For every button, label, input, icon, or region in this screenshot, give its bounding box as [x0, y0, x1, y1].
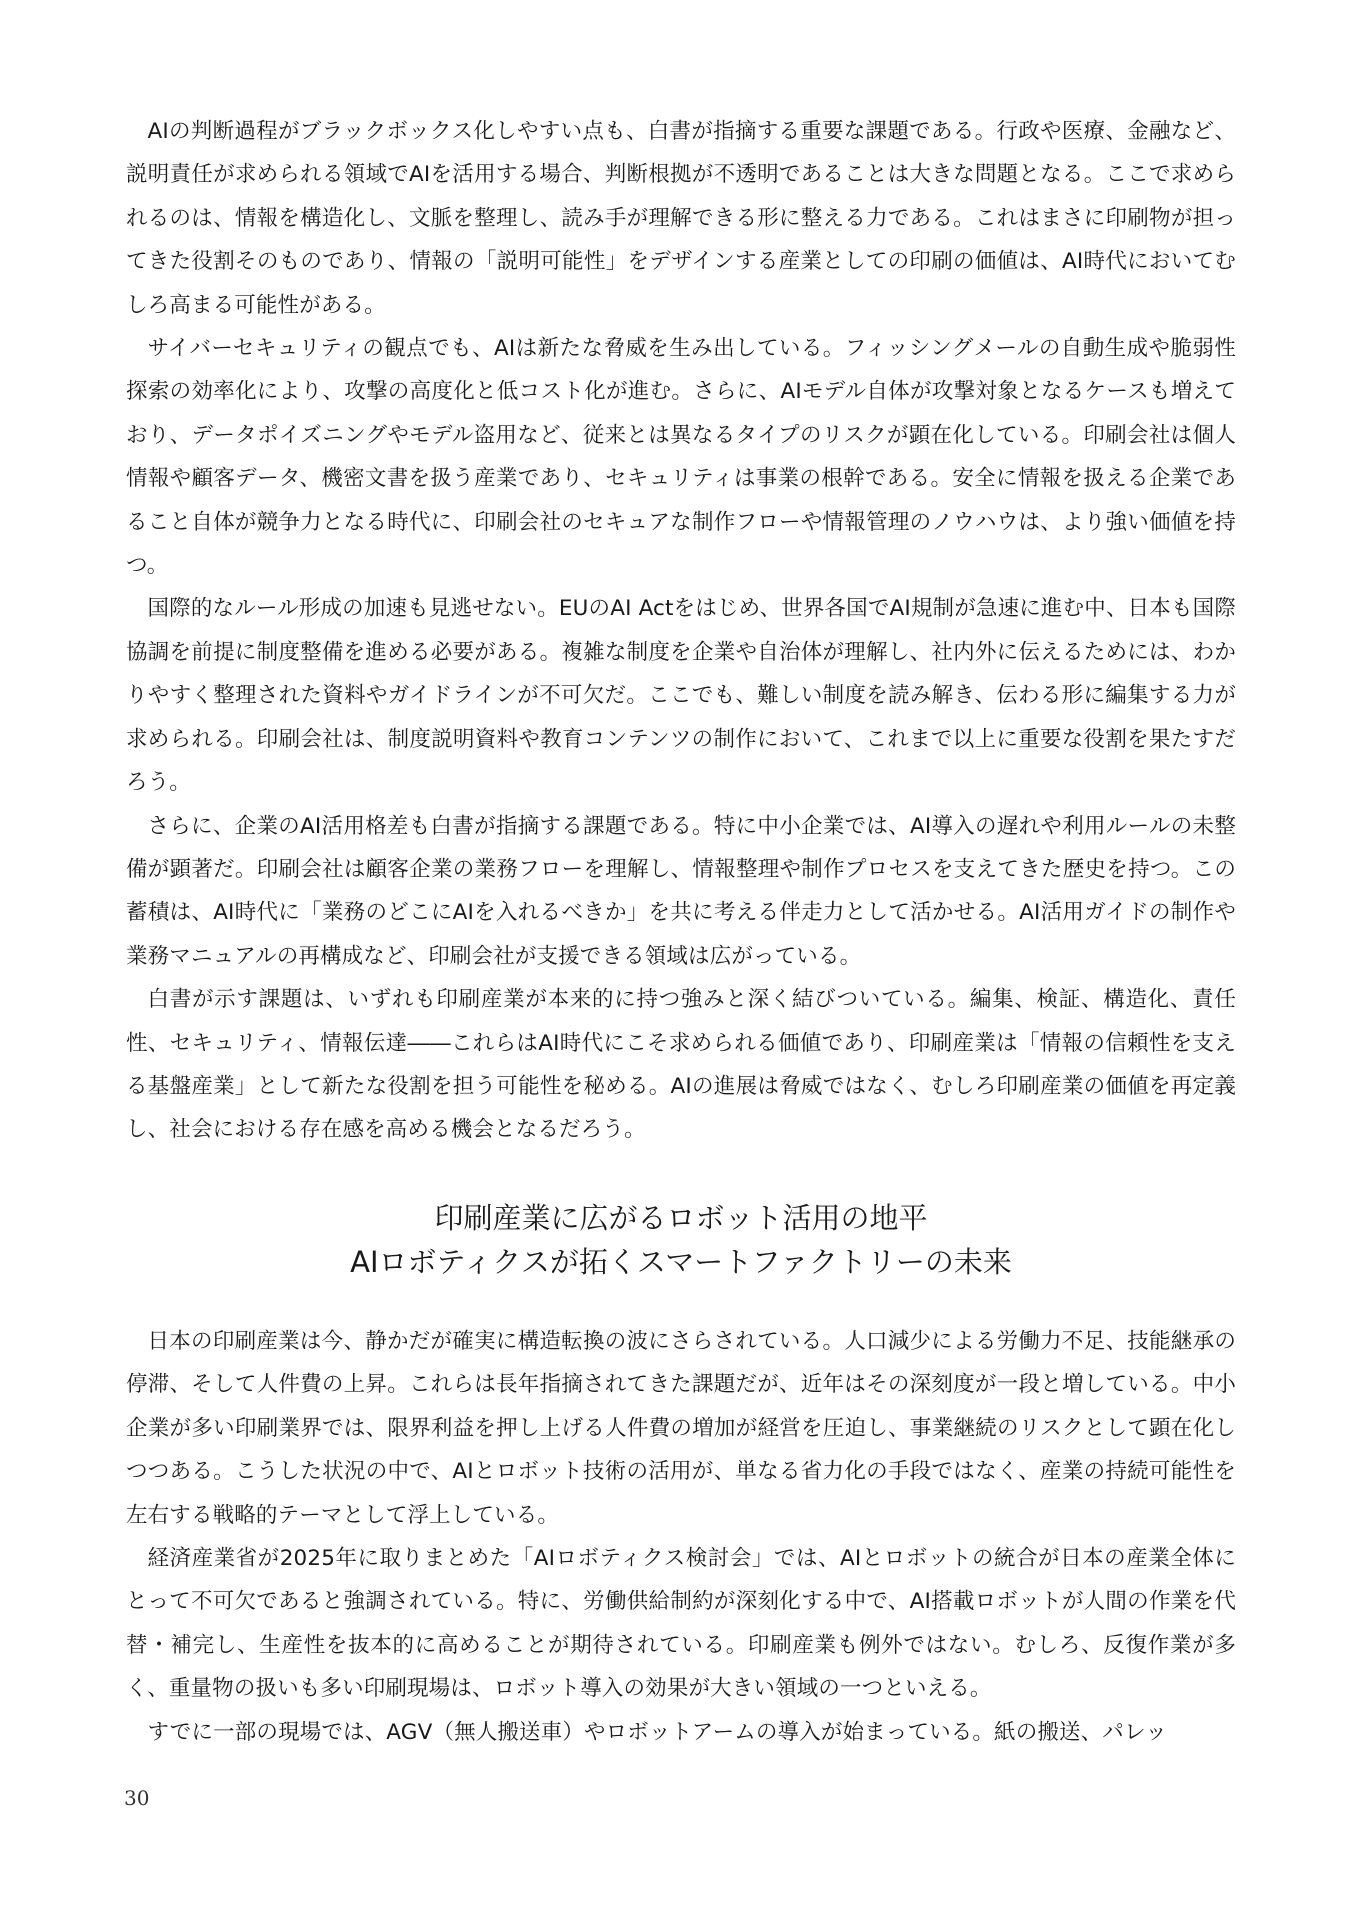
paragraph: 国際的なルール形成の加速も見逃せない。EUのAI Actをはじめ、世界各国でAI規制が急速に進む中、日本も国際協調を前提に制度整備を進める必要がある。複雑な制度を企業や自治体が理解し、社内外に伝えるためには、わかりやすく整理された資料やガイドラインが不可欠だ。ここでも、難しい制度を読み解き、伝わる形に編集する力が求められる。印刷会社は、制度説明資料や教育コンテンツの制作において、これまで以上に重要な役割を果たすだろう。 [126, 596, 1236, 796]
paragraph: 日本の印刷産業は今、静かだが確実に構造転換の波にさらされている。人口減少による労働力不足、技能継承の停滞、そして人件費の上昇。これらは長年指摘されてきた課題だが、近年はその深刻度が一段と増している。中小企業が多い印刷業界では、限界利益を押し上げる人件費の増加が経営を圧迫し、事業継続のリスクとして顕在化しつつある。こうした状況の中で、AIとロボット技術の活用が、単なる省力化の手段ではなく、産業の持続可能性を左右する戦略的テーマとして浮上している。 [126, 1329, 1236, 1528]
section-1-body [126, 110, 1236, 1152]
paragraph: 白書が示す課題は、いずれも印刷産業が本来的に持つ強みと深く結びついている。編集、検証、構造化、責任性、セキュリティ、情報伝達――これらはAI時代にこそ求められる価値であり、印刷産業は「情報の信頼性を支える基盤産業」として新たな役割を担う可能性を秘める。AIの進展は脅威ではなく、むしろ印刷産業の価値を再定義し、社会における存在感を高める機会となるだろう。 [126, 987, 1236, 1143]
paragraph: さらに、企業のAI活用格差も白書が指摘する課題である。特に中小企業では、AI導入の遅れや利用ルールの未整備が顕著だ。印刷会社は顧客企業の業務フローを理解し、情報整理や制作プロセスを支えてきた歴史を持つ。この蓄積は、AI時代に「業務のどこにAIを入れるべきか」を共に考える伴走力として活かせる。AI活用ガイドの制作や業務マニュアルの再構成など、印刷会社が支援できる領域は広がっている。 [126, 813, 1236, 969]
paragraph: AIの判断過程がブラックボックス化しやすい点も、白書が指摘する重要な課題である。行政や医療、金融など、説明責任が求められる領域でAIを活用する場合、判断根拠が不透明であることは大きな問題となる。ここで求められるのは、情報を構造化し、文脈を整理し、読み手が理解できる形に整える力である。これはまさに印刷物が担ってきた役割そのものであり、情報の「説明可能性」をデザインする産業としての印刷の価値は、AI時代においてむしろ高まる可能性がある。 [126, 119, 1236, 318]
heading-line-2: AIロボティクスが拓くスマートファクトリーの未来 [350, 1245, 1012, 1279]
paragraph: サイバーセキュリティの観点でも、AIは新たな脅威を生み出している。フィッシングメールの自動生成や脆弱性探索の効率化により、攻撃の高度化と低コスト化が進む。さらに、AIモデル自体が攻撃対象となるケースも増えており、データポイズニングやモデル盗用など、従来とは異なるタイプのリスクが顕在化している。印刷会社は個人情報や顧客データ、機密文書を扱う産業であり、セキュリティは事業の根幹である。安全に情報を扱える企業であること自体が競争力となる時代に、印刷会社のセキュアな制作フローや情報管理のノウハウは、より強い価値を持つ。 [126, 336, 1236, 579]
paragraph: 経済産業省が2025年に取りまとめた「AIロボティクス検討会」では、AIとロボットの統合が日本の産業全体にとって不可欠であると強調されている。特に、労働供給制約が深刻化する中で、AI搭載ロボットが人間の作業を代替・補完し、生産性を抜本的に高めることが期待されている。印刷産業も例外ではない。むしろ、反復作業が多く、重量物の扱いも多い印刷現場は、ロボット導入の効果が大きい領域の一つといえる。 [126, 1546, 1236, 1702]
section-heading [126, 1196, 1236, 1284]
heading-line-1: 印刷産業に広がるロボット活用の地平 [434, 1201, 928, 1235]
page-number: 30 [124, 1786, 150, 1810]
paragraph: すでに一部の現場では、AGV（無人搬送車）やロボットアームの導入が始まっている。紙の搬送、パレッ [147, 1719, 1168, 1745]
section-2-body [126, 1320, 1236, 1754]
